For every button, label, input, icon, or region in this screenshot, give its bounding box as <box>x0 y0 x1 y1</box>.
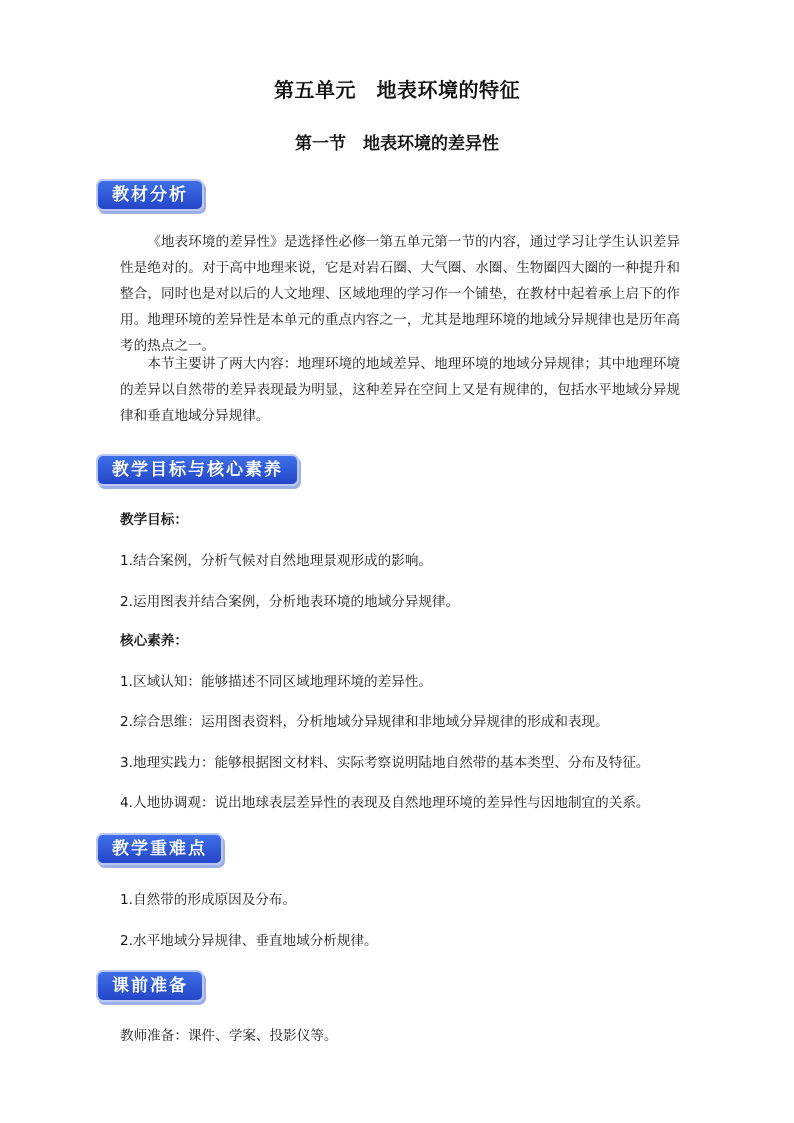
literacy-item: 1.区域认知：能够描述不同区域地理环境的差异性。 <box>120 674 433 690</box>
key-point-item: 1.自然带的形成原因及分布。 <box>120 892 297 908</box>
goals-label: 教学目标： <box>120 512 188 528</box>
goal-item: 2.运用图表并结合案例，分析地表环境的地域分异规律。 <box>120 594 460 610</box>
key-point-item: 2.水平地域分异规律、垂直地域分析规律。 <box>120 933 378 949</box>
preparation-text: 教师准备：课件、学案、投影仪等。 <box>120 1028 338 1044</box>
goal-item: 1.结合案例，分析气候对自然地理景观形成的影响。 <box>120 553 433 569</box>
literacy-item: 2.综合思维：运用图表资料，分析地域分异规律和非地域分异规律的形成和表现。 <box>120 714 609 730</box>
literacy-item: 4.人地协调观：说出地球表层差异性的表现及自然地理环境的差异性与因地制宜的关系。 <box>120 795 650 811</box>
analysis-paragraph-2: 本节主要讲了两大内容：地理环境的地域差异、地理环境的地域分异规律；其中地理环境的差异以自然带的差异表现最为明显，这种差异在空间上又是有规律的，包括水平地域分异规律和垂直地域分异规律。 <box>120 356 680 424</box>
heading-badge-key-points: 教学重难点 <box>96 833 223 865</box>
section-title: 第一节 地表环境的差异性 <box>295 134 499 154</box>
heading-badge-analysis: 教材分析 <box>96 179 204 211</box>
literacy-item: 3.地理实践力：能够根据图文材料、实际考察说明陆地自然带的基本类型、分布及特征。 <box>120 755 650 771</box>
analysis-paragraph-1: 《地表环境的差异性》是选择性必修一第五单元第一节的内容，通过学习让学生认识差异性是绝对的。对于高中地理来说，它是对岩石圈、大气圈、水圈、生物圈四大圈的一种提升和整合，同时也是对以后的人文地理、区域地理的学习作一个铺垫，在教材中起着承上启下的作用。地理环境的差异性是本单元的重点内容之一，尤其是地理环境的地域分异规律也是历年高考的热点之一。 <box>120 234 680 354</box>
heading-badge-objectives: 教学目标与核心素养 <box>96 454 299 486</box>
unit-title: 第五单元 地表环境的特征 <box>274 78 520 102</box>
heading-badge-preparation: 课前准备 <box>96 970 204 1002</box>
literacy-label: 核心素养： <box>120 633 188 649</box>
